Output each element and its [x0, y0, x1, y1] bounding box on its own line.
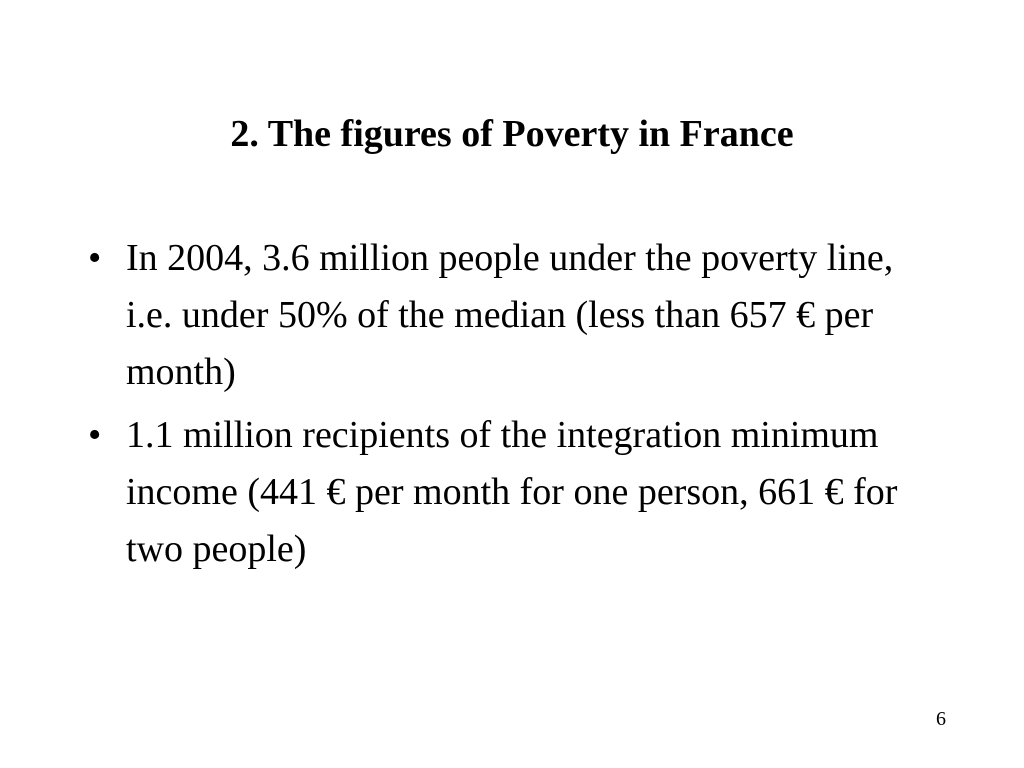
bullet-text: In 2004, 3.6 million people under the poverty line, i.e. under 50% of the median (less than 657 € per month) [126, 237, 894, 393]
bullet-item-minimum-income [88, 407, 948, 578]
bullet-list [88, 230, 948, 584]
bullet-marker: • [88, 414, 102, 456]
bullet-text: 1.1 million recipients of the integration minimum income (441 € per month for one person, 661 € for two people) [126, 414, 898, 570]
page-number: 6 [936, 708, 946, 730]
bullet-item-poverty-line [88, 230, 948, 401]
slide-title: 2. The figures of Poverty in France [230, 113, 794, 155]
bullet-marker: • [88, 237, 102, 279]
